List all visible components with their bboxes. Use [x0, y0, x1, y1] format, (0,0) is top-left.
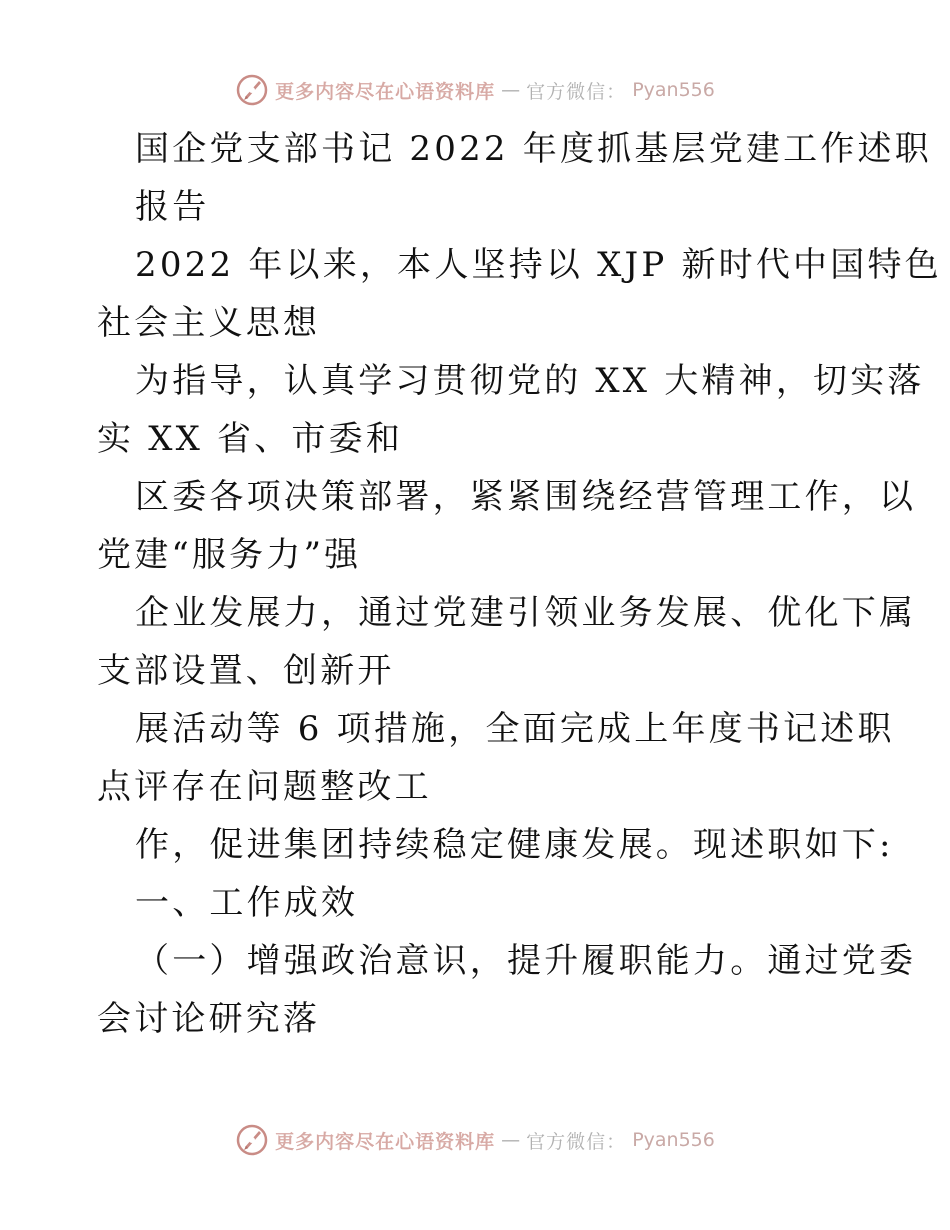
doc-paragraph-line: 社会主义思想: [97, 303, 321, 343]
banner-brand-text: 更多内容尽在心语资料库: [275, 1130, 496, 1153]
doc-paragraph-line: 作，促进集团持续稳定健康发展。现述职如下:: [135, 825, 894, 865]
banner-contact-id: Pyan556: [632, 79, 715, 101]
quill-pen-logo-icon: [235, 73, 269, 107]
banner-contact-label: 官方微信：: [526, 80, 627, 103]
doc-section-heading: 一、工作成效: [135, 883, 359, 923]
doc-title-line-1: 国企党支部书记 2022 年度抓基层党建工作述职: [135, 129, 932, 169]
banner-brand-text: 更多内容尽在心语资料库: [275, 80, 496, 103]
doc-paragraph-line: 为指导，认真学习贯彻党的 XX 大精神，切实落: [135, 361, 925, 401]
doc-subsection-line: 会讨论研究落: [97, 999, 321, 1039]
banner-dash: —: [501, 79, 521, 101]
doc-paragraph-line: 支部设置、创新开: [97, 651, 395, 691]
doc-paragraph-line: 点评存在问题整改工: [97, 767, 432, 807]
doc-paragraph-line: 2022 年以来，本人坚持以 XJP 新时代中国特色: [135, 245, 942, 285]
banner-contact-id: Pyan556: [632, 1129, 715, 1151]
doc-paragraph-line: 区委各项决策部署，紧紧围绕经营管理工作，以: [135, 477, 917, 517]
doc-paragraph-line: 实 XX 省、市委和: [97, 419, 404, 459]
doc-paragraph-line: 展活动等 6 项措施，全面完成上年度书记述职: [135, 709, 895, 749]
doc-paragraph-line: 企业发展力，通过党建引领业务发展、优化下属: [135, 593, 917, 633]
document-body: [97, 120, 942, 1048]
banner-dash: —: [501, 1129, 521, 1151]
footer-watermark-banner: [0, 1120, 950, 1160]
doc-title-line-2: 报告: [135, 187, 210, 227]
banner-contact-label: 官方微信：: [526, 1130, 627, 1153]
doc-paragraph-line: 党建“服务力”强: [97, 535, 362, 575]
header-banner-content: [235, 73, 715, 107]
quill-pen-logo-icon: [235, 1123, 269, 1157]
doc-subsection-line: （一）增强政治意识，提升履职能力。通过党委: [135, 941, 917, 981]
footer-banner-content: [235, 1123, 715, 1157]
header-watermark-banner: [0, 70, 950, 110]
